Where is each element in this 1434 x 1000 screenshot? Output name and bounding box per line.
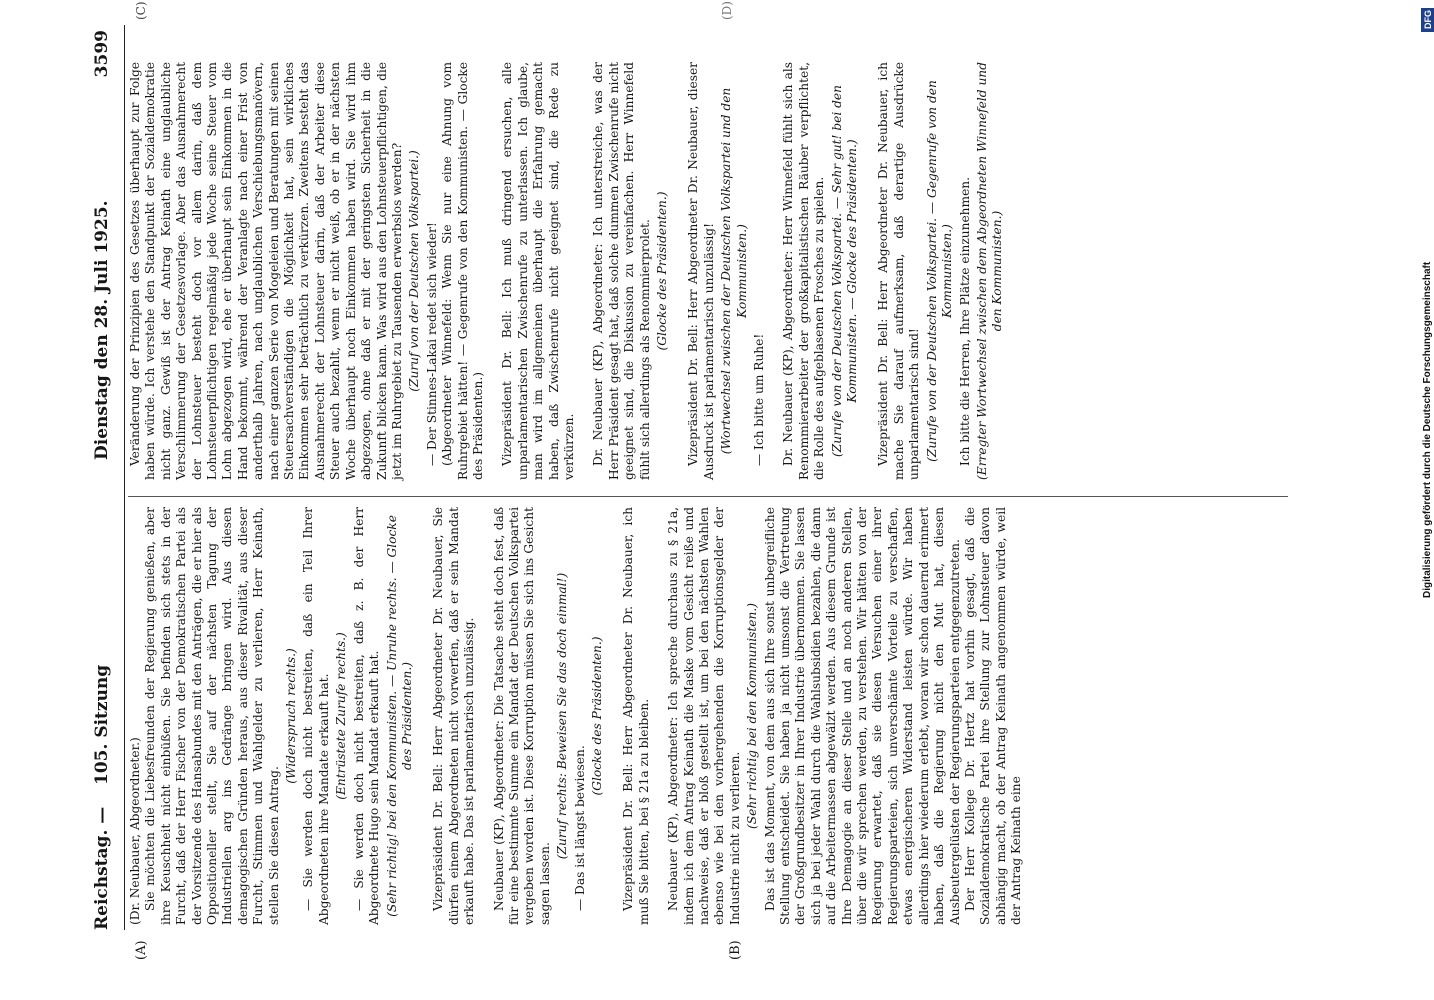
- paragraph: Neubauer (KP), Abgeordneter: Ich spreche durchaus zu § 21a, indem ich dem Antrag Keinath die Maske vom Gesicht reiße und nachweise, daß er bloß gestellt ist, um bei den nächsten Wahlen ebenso wie bei den vorhergehenden die Korruptionsgelder der Industrie nicht zu verlieren.: [666, 507, 742, 925]
- column-divider: [128, 496, 1288, 497]
- paragraph-gap: [478, 507, 492, 925]
- paragraph: Der Herr Kollege Dr. Hertz hat vorhin gesagt, daß die Sozialdemokratische Partei ihre Stellung zur Lohnsteuer davon abhängig macht, ob der Antrag Keinath angenommen würde, weil der Antrag Keinath eine: [962, 507, 1024, 925]
- paragraph-gap: [767, 62, 781, 480]
- paragraph: Veränderung der Prinzipien des Gesetzes überhaupt zur Folge haben würde. Ich verstehe den Standpunkt der Sozialdemokratie nicht ganz. Gewiß ist der Antrag Keinath eine unglaubliche Verschlimmerung der Gesetzesvorlage. Aber das Ausnahmerecht der Lohnsteuer besteht doch vor allem darin, daß dem Lohnsteuerpflichtigen regelmäßig jede Woche seine Steuer vom Lohn abgezogen wird, ehe er überhaupt sein Einkommen in die Hand bekommt, während der Veranlagte nach einer Frist von anderthalb Jahren, nach unglaublichen Verschiebungsmanövern, nach einer ganzen Serie von Mogeleien und Beratungen mit seinen Steuersachverständigen die Möglichkeit hat, sein wirkliches Einkommen sehr beträchtlich zu verkürzen. Zweitens besteht das Ausnahmerecht der Lohnsteuer darin, daß der Arbeiter diese Steuer auch bezahlt, wenn er nicht weiß, ob er in der nächsten Woche überhaupt noch Einkommen haben wird. Sie wird ihm abgezogen, ohne daß er mit der geringsten Sicherheit in die Zukunft blicken kann. Was wird aus den Lohnsteuerpflichtigen, die jetzt im Ruhrgebiet zu Tausenden erwerbslos werden?: [128, 62, 404, 480]
- right-column: [128, 62, 1008, 480]
- interjection: (Zuruf von der Deutschen Volkspartei.): [407, 150, 422, 392]
- interjection: (Zurufe von der Deutschen Volkspartei. — Sehr gut! bei den Kommunisten. — Glocke des Präsidenten.): [829, 85, 860, 457]
- margin-mark-c: (C): [134, 1, 148, 20]
- paragraph: Dr. Neubauer (KP), Abgeordneter: Ich unterstreiche, was der Herr Präsident gesagt hat, daß solche dummen Zwischenrufe nicht geeignet sind, die Diskussion zu vereinfachen. Herr Winnefeld fühlt sich allerdings als Renommierprolet.: [591, 62, 652, 480]
- paragraph: Vizepräsident Dr. Bell: Herr Abgeordneter Dr. Neubauer, Sie dürfen einem Abgeordneten nicht vorwerfen, daß er sein Mandat erkauft habe. Das ist parlamentarisch unzulässig.: [431, 507, 477, 925]
- paragraph: Ich bitte die Herren, Ihre Plätze einzunehmen.: [957, 176, 972, 466]
- credit-text: Digitalisierung gefördert durch die Deutsche Forschungsgemeinschaft: [1422, 261, 1433, 598]
- paragraph: Dr. Neubauer (KP), Abgeordneter: Herr Winnefeld fühlt sich als Renommierarbeiter der großkapitalistischen Räuber verpflichtet, die Rolle des aufgeblasenen Frosches zu spielen.: [781, 62, 827, 480]
- paragraph: — Ich bitte um Ruhe!: [752, 333, 767, 466]
- paragraph: — Der Stinnes-Lakai redet sich wieder!: [424, 222, 439, 466]
- interjection: (Erregter Wortwechsel zwischen dem Abgeordneten Winnefeld und den Kommunisten.): [974, 62, 1005, 480]
- paragraph-gap: [672, 62, 686, 480]
- header-right: [92, 30, 122, 460]
- paragraph: — Sie werden doch nicht bestreiten, daß ein Teil Ihrer Abgeordneten ihre Mandate erkauft hat.: [301, 507, 331, 925]
- margin-mark-d: (D): [720, 1, 734, 20]
- margin-mark-b: (B): [728, 940, 743, 960]
- paragraph: — Das ist längst bewiesen.: [572, 745, 587, 911]
- paragraph: Vizepräsident Dr. Bell: Ich muß dringend ersuchen, alle unparlamentarischen Zwischenrufe zu unterlassen. Ich glaube, man wird im allgemeinen überhaupt die Erfahrung gemacht haben, daß Zwischenrufe nicht geeignet sind, die Rede zu verkürzen.: [500, 62, 576, 480]
- paragraph-gap: [417, 507, 431, 925]
- paragraph-gap: [607, 507, 621, 925]
- interjection: (Glocke des Präsidenten.): [589, 636, 604, 796]
- page-number: 3599: [92, 30, 112, 78]
- left-column: [128, 507, 1025, 925]
- paragraph: Neubauer (KP), Abgeordneter: Die Tatsache steht doch fest, daß für eine bestimmte Summe ein Mandat der Deutschen Volkspartei vergeben worden ist. Diese Korruption müssen Sie sich ins Gesicht sagen lassen.: [491, 507, 552, 925]
- paragraph: — Sie werden doch nicht bestreiten, daß z. B. der Herr Abgeordnete Hugo sein Mandat erkauft hat.: [351, 507, 382, 925]
- interjection: (Widerspruch rechts.): [284, 648, 299, 784]
- paragraph-gap: [862, 62, 876, 480]
- paragraph: Vizepräsident Dr. Bell: Herr Abgeordneter Dr. Neubauer, ich muß Sie bitten, bei § 21a zu bleiben.: [621, 507, 651, 925]
- credit-strip: [1421, 8, 1434, 598]
- paragraph-gap: [577, 62, 591, 480]
- paragraph: Vizepräsident Dr. Bell: Herr Abgeordneter Dr. Neubauer, ich mache Sie darauf aufmerksam, daß derartige Ausdrücke unparlamentarisch sind!: [876, 62, 922, 480]
- interjection: (Entrüstete Zurufe rechts.): [334, 632, 349, 800]
- paragraph: Sie möchten die Liebesfreunden der Regierung genießen, aber ihre Keuschheit nicht einbüßen. Sie befinden sich stets in der Furcht, daß der Herr Fischer von der Demokratischen Partei als der Vorsitzende des Hansabundes mit den Anträgen, die er hier als Oppositioneller stellt, Sie auf der nächsten Tagung der Industriellen arg ins Gedränge bringen wird. Aus diesen demagogischen Gründen heraus, aus dieser Rivalität, aus dieser Furcht, Stimmen und Wahlgelder zu verlieren, Herr Keinath, stellen Sie diesen Antrag.: [143, 507, 281, 925]
- interjection: (Zuruf rechts: Beweisen Sie das doch einmal!): [555, 572, 570, 860]
- header-rule: [124, 25, 125, 930]
- speaker-line: (Dr. Neubauer, Abgeordneter.): [128, 737, 142, 925]
- interjection: (Sehr richtig! bei den Kommunisten. — Unruhe rechts. — Glocke des Präsidenten.): [384, 515, 414, 917]
- header-title: Reichstag. —: [92, 806, 112, 930]
- paragraph: (Abgeordneter Winnefeld: Wenn Sie nur eine Ahnung vom Ruhrgebiet hätten! — Gegenrufe von den Kommunisten. — Glocke des Präsidenten.): [440, 62, 485, 480]
- header-session: 105. Sitzung: [92, 664, 112, 785]
- margin-mark-a: (A): [134, 940, 149, 960]
- header-date: Dienstag den 28. Juli 1925.: [92, 200, 112, 460]
- interjection: (Wortwechsel zwischen der Deutschen Volkspartei und den Kommunisten.): [719, 87, 749, 455]
- header-left: [92, 530, 122, 930]
- paragraph: Das ist das Moment, von dem aus sich Ihre sonst unbegreifliche Stellung entscheidet. Sie haben ja nicht umsonst die Vertretung der Großgrundbesitzer in Ihrer Industrie übernommen. Sie lassen sich ja bei jeder Wahl durch die Wahlsubsidien bezahlen, die dann auf die Arbeitermassen abgewälzt werden. Aus diesem Grunde ist Ihre Demagogie an dieser Stelle und an noch anderen Stellen, über die wir sprechen werden, zu verstehen. Wir hätten von der Regierung erwartet, daß sie diesen Versuchen einer ihrer Regierungsparteien, sich unverschämte Vorteile zu verschaffen, etwas energischeren Widerstand leisten würde. Wir haben allerdings hier wiederum erlebt, woran wir schon dauernd erinnert haben, daß die Regierung nicht den Mut hat, diesen Ausbeutergelüsten der Regierungsparteien entgegenzutreten.: [762, 507, 962, 925]
- paragraph-gap: [652, 507, 666, 925]
- paragraph: Vizepräsident Dr. Bell: Herr Abgeordneter Dr. Neubauer, dieser Ausdruck ist parlamentarisch unzulässig!: [686, 62, 716, 480]
- interjection: (Glocke des Präsidenten.): [655, 191, 669, 351]
- paragraph-gap: [486, 62, 500, 480]
- interjection: (Sehr richtig bei den Kommunisten.): [745, 603, 760, 829]
- dfg-logo: DFG: [1421, 8, 1434, 32]
- interjection: (Zurufe von der Deutschen Volkspartei. — Gegenrufe von den Kommunisten.): [924, 80, 955, 462]
